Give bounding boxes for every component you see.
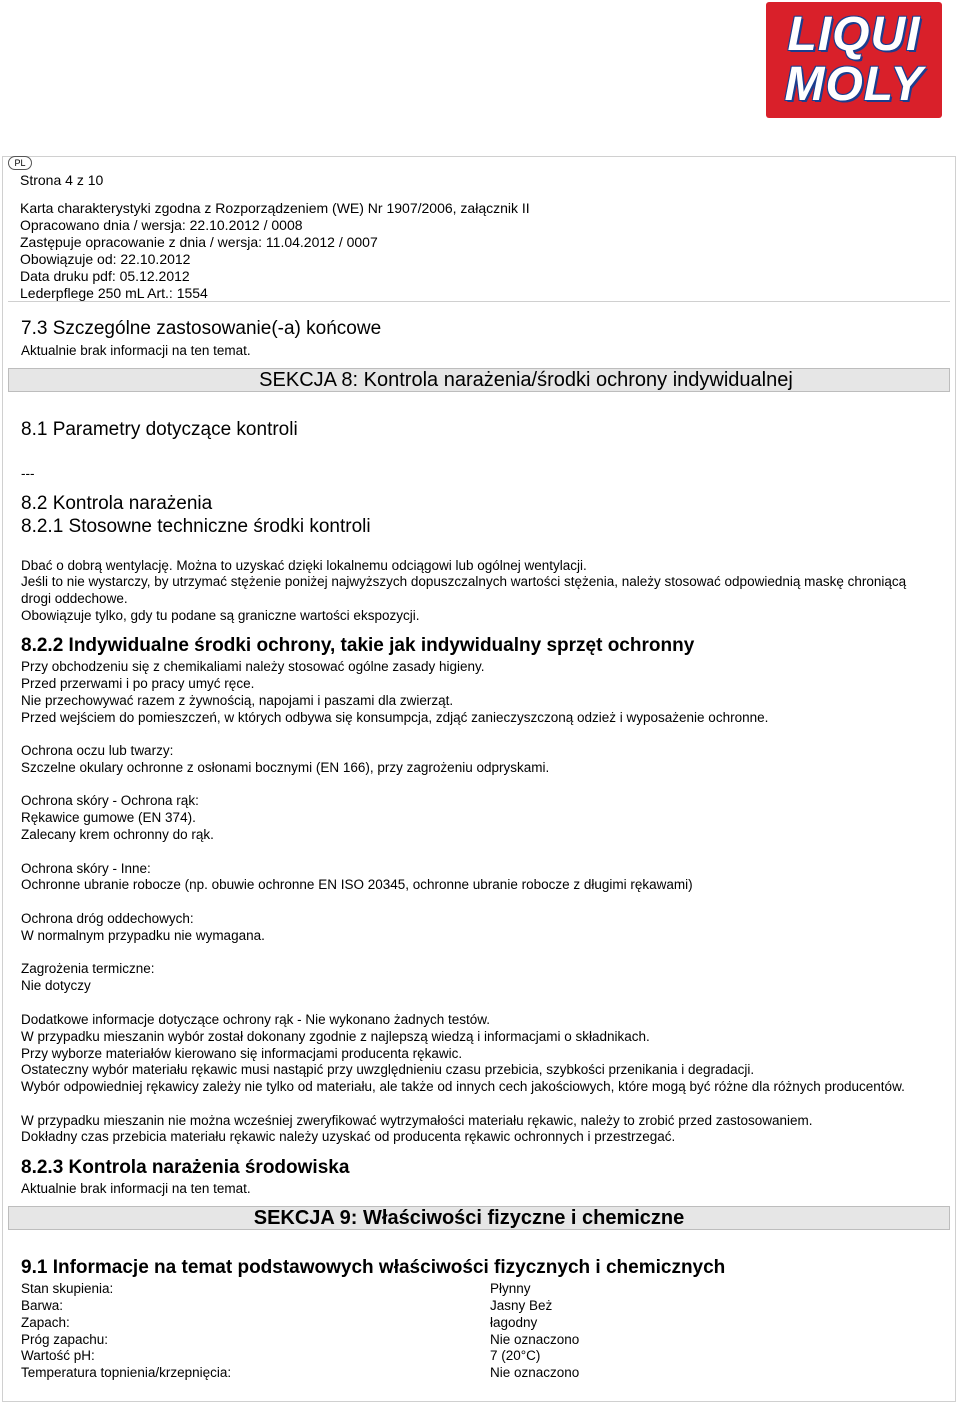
s8-2-2-heading: 8.2.2 Indywidualne środki ochrony, takie jak indywidualny sprzęt ochronny [21,635,695,656]
print-date-line: Data druku pdf: 05.12.2012 [20,268,190,284]
glove-info-line: Dokładny czas przebicia materiału rękawic należy uzyskać od producenta rękawic ochronnych i przestrzegać. [21,1129,676,1144]
header-divider [8,301,950,302]
skin-protection-text: Ochronne ubranie robocze (np. obuwie ochronne EN ISO 20345, ochronne ubranie robocze z długimi rękawami) [21,877,693,892]
property-value: łagodny [490,1315,538,1330]
hygiene-line: Przy obchodzeniu się z chemikaliami należy stosować ogólne zasady higieny. [21,659,485,674]
replaces-line: Zastępuje opracowanie z dnia / wersja: 11.04.2012 / 0007 [20,234,378,250]
glove-info-line: W przypadku mieszanin nie można wcześniej zweryfikować wytrzymałości materiału rękawic, należy to zrobić przed zastosowaniem. [21,1113,813,1128]
product-line: Lederpflege 250 mL Art.: 1554 [20,285,208,301]
property-label: Barwa: [21,1298,64,1313]
mask-text: Jeśli to nie wystarczy, by utrzymać stężenie poniżej najwyższych dopuszczalnych wartości stężenia, należy stosować odpowiednią maskę chroniącą drogi oddechowe. [21,574,907,606]
s7-3-text: Aktualnie brak informacji na ten temat. [21,343,251,358]
glove-info-line: W przypadku mieszanin wybór został dokonany zgodnie z najlepszą wiedzą i informacjami o składnikach. [21,1029,650,1044]
property-value: 7 (20°C) [490,1348,541,1363]
limits-text: Obowiązuje tylko, gdy tu podane są graniczne wartości ekspozycji. [21,608,420,623]
hand-protection-label: Ochrona skóry - Ochrona rąk: [21,793,199,808]
glove-info-line: Dodatkowe informacje dotyczące ochrony rąk - Nie wykonano żadnych testów. [21,1012,490,1027]
property-label: Stan skupienia: [21,1281,114,1296]
respiratory-text: W normalnym przypadku nie wymagana. [21,928,265,943]
skin-protection-label: Ochrona skóry - Inne: [21,861,151,876]
eye-protection-text: Szczelne okulary ochronne z osłonami bocznymi (EN 166), przy zagrożeniu odpryskami. [21,760,550,775]
liqui-moly-logo [766,2,942,118]
property-value: Nie oznaczono [490,1332,580,1347]
property-label: Wartość pH: [21,1348,95,1363]
eye-protection-label: Ochrona oczu lub twarzy: [21,743,174,758]
s8-2-heading: 8.2 Kontrola narażenia [21,493,213,514]
hygiene-line: Przed przerwami i po pracy umyć ręce. [21,676,255,691]
hand-protection-line: Zalecany krem ochronny do rąk. [21,827,214,842]
s8-2-3-text: Aktualnie brak informacji na ten temat. [21,1181,251,1196]
hand-protection-line: Rękawice gumowe (EN 374). [21,810,196,825]
section-9-bar [8,1206,950,1230]
property-label: Temperatura topnienia/krzepnięcia: [21,1365,232,1380]
prepared-line: Opracowano dnia / wersja: 22.10.2012 / 0008 [20,217,303,233]
ventilation-text: Dbać o dobrą wentylację. Można to uzyskać dzięki lokalnemu odciągowi lub ogólnej wentylacji. [21,558,587,573]
glove-info-line: Przy wyborze materiałów kierowano się informacjami producenta rękawic. [21,1046,463,1061]
s9-1-heading: 9.1 Informacje na temat podstawowych właściwości fizycznych i chemicznych [21,1257,726,1278]
glove-info-line: Ostateczny wybór materiału rękawic musi nastąpić przy uwzględnieniu czasu przebicia, szybkości przenikania i degradacji. [21,1062,755,1077]
s8-2-1-heading: 8.2.1 Stosowne techniczne środki kontroli [21,516,371,537]
regulation-line: Karta charakterystyki zgodna z Rozporządzeniem (WE) Nr 1907/2006, załącznik II [20,200,530,216]
s8-1-heading: 8.1 Parametry dotyczące kontroli [21,419,298,440]
thermal-text: Nie dotyczy [21,978,91,993]
logo-line-1: LIQUI [787,8,921,61]
section-9-title: SEKCJA 9: Właściwości fizyczne i chemiczne [253,1207,685,1229]
hygiene-line: Nie przechowywać razem z żywnością, napojami i paszami dla zwierząt. [21,693,454,708]
thermal-label: Zagrożenia termiczne: [21,961,155,976]
logo-line-2: MOLY [784,58,924,111]
property-label: Próg zapachu: [21,1332,109,1347]
s7-3-heading: 7.3 Szczególne zastosowanie(-a) końcowe [21,318,382,339]
page-number: Strona 4 z 10 [20,172,104,188]
property-label: Zapach: [21,1315,70,1330]
section-8-title: SEKCJA 8: Kontrola narażenia/środki ochrony indywidualnej [259,369,793,391]
hygiene-line: Przed wejściem do pomieszczeń, w których odbywa się konsumpcja, zdjąć zanieczyszczoną odzież i wyposażenie ochronne. [21,710,769,725]
section-8-bar [8,368,950,392]
property-value: Nie oznaczono [490,1365,580,1380]
property-value: Płynny [490,1281,531,1296]
glove-info-line: Wybór odpowiedniej rękawicy zależy nie tylko od materiału, ale także od innych cech jakościowych, które mogą być różne dla różnych producentów. [21,1079,905,1094]
respiratory-label: Ochrona dróg oddechowych: [21,911,194,926]
property-value: Jasny Beż [490,1298,553,1313]
s8-2-3-heading: 8.2.3 Kontrola narażenia środowiska [21,1157,350,1178]
s8-1-text: --- [21,466,35,481]
language-badge: PL [8,156,32,170]
valid-from-line: Obowiązuje od: 22.10.2012 [20,251,191,267]
